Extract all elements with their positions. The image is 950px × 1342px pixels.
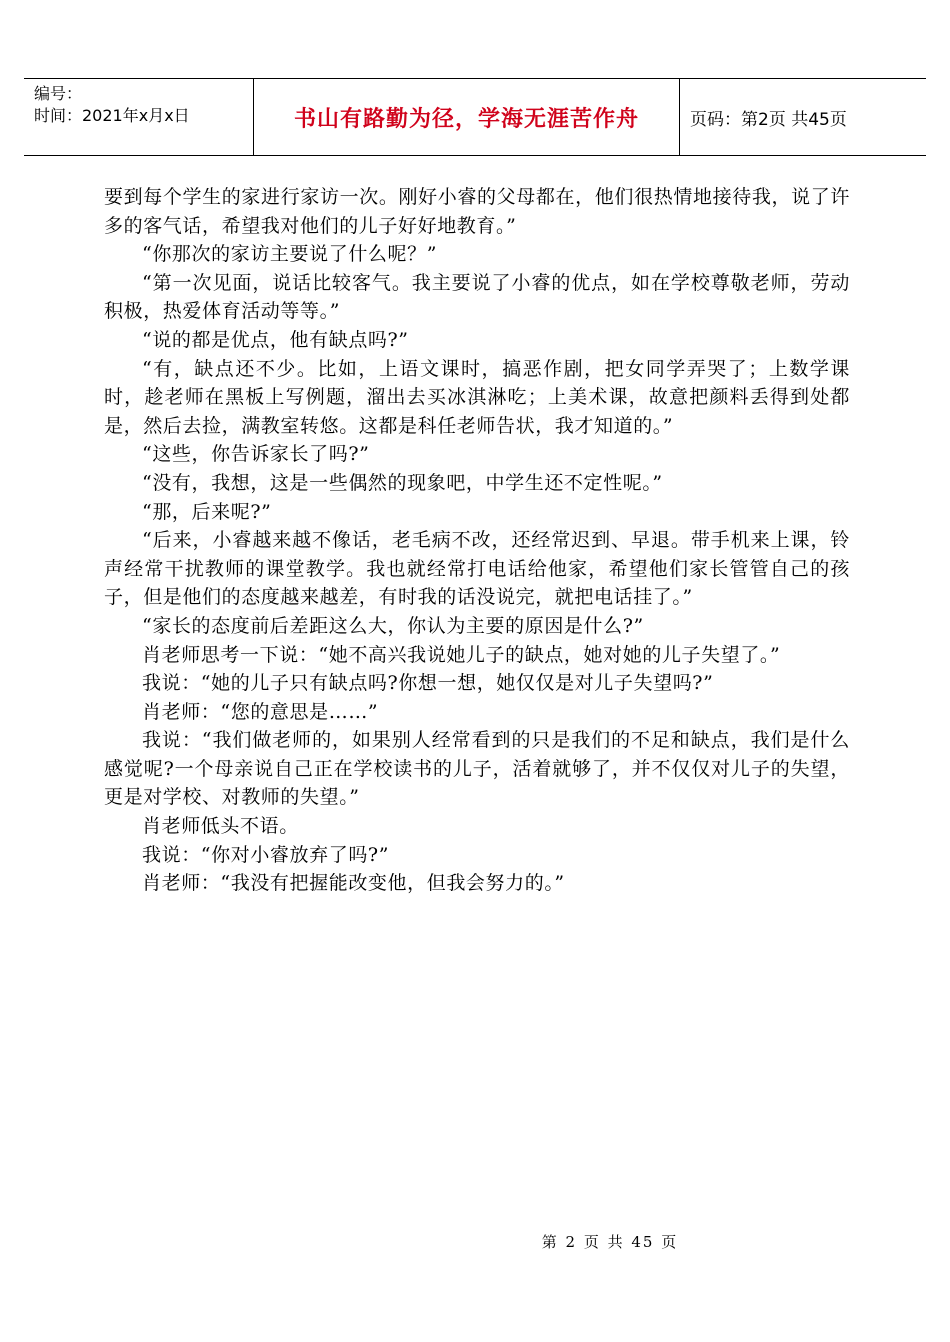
paragraph: “说的都是优点，他有缺点吗?” [142, 328, 409, 351]
paragraph: “有，缺点还不少。比如，上语文课时，搞恶作剧，把女同学弄哭了；上数学课时，趁老师在黑板上写例题，溜出去买冰淇淋吃；上美术课，故意把颜料丢得到处都是，然后去捡，满教室转悠。这都是科任老师告状，我才知道的。” [104, 357, 850, 437]
header-page-number: 页码：第2页 共45页 [690, 109, 847, 130]
header-motto-cell [254, 79, 680, 155]
paragraph: 肖老师低头不语。 [142, 815, 299, 838]
paragraph: “这些，你告诉家长了吗?” [142, 443, 370, 466]
paragraph: 我说：“她的儿子只有缺点吗?你想一想，她仅仅是对儿子失望吗?” [142, 672, 714, 695]
document-code-label: 编号： [34, 84, 83, 103]
document-time-label: 时间：2021年x月x日 [34, 106, 190, 125]
paragraph: 肖老师：“您的意思是……” [142, 700, 379, 723]
header-page-cell [680, 79, 926, 155]
paragraph: 肖老师思考一下说：“她不高兴我说她儿子的缺点，她对她的儿子失望了。” [142, 643, 781, 666]
paragraph: 肖老师：“我没有把握能改变他，但我会努力的。” [142, 872, 565, 895]
paragraph: “后来，小睿越来越不像话，老毛病不改，还经常迟到、早退。带手机来上课，铃声经常干扰教师的课堂教学。我也就经常打电话给他家，希望他们家长管管自己的孩子，但是他们的态度越来越差，有时我的话没说完，就把电话挂了。” [104, 529, 850, 609]
paragraph: “那，后来呢?” [142, 500, 272, 523]
paragraph: “家长的态度前后差距这么大，你认为主要的原因是什么?” [142, 614, 644, 637]
page-footer [0, 1231, 950, 1252]
header-motto: 书山有路勤为径，学海无涯苦作舟 [293, 106, 639, 132]
paragraph: 要到每个学生的家进行家访一次。刚好小睿的父母都在，他们很热情地接待我，说了许多的客气话，希望我对他们的儿子好好地教育。” [104, 186, 850, 237]
footer-page-number: 第 2 页 共 45 页 [541, 1233, 679, 1251]
paragraph: “没有，我想，这是一些偶然的现象吧，中学生还不定性呢。” [142, 471, 663, 494]
page-header [24, 78, 926, 156]
header-meta [24, 79, 254, 155]
paragraph: “你那次的家访主要说了什么呢？” [142, 243, 438, 266]
paragraph: 我说：“我们做老师的，如果别人经常看到的只是我们的不足和缺点，我们是什么感觉呢?一个母亲说自己正在学校读书的儿子，活着就够了，并不仅仅对儿子的失望，更是对学校、对教师的失望。” [104, 729, 850, 809]
paragraph: “第一次见面，说话比较客气。我主要说了小睿的优点，如在学校尊敬老师，劳动积极，热爱体育活动等等。” [104, 271, 850, 323]
paragraph: 我说：“你对小睿放弃了吗?” [142, 843, 390, 866]
document-body [104, 183, 850, 898]
